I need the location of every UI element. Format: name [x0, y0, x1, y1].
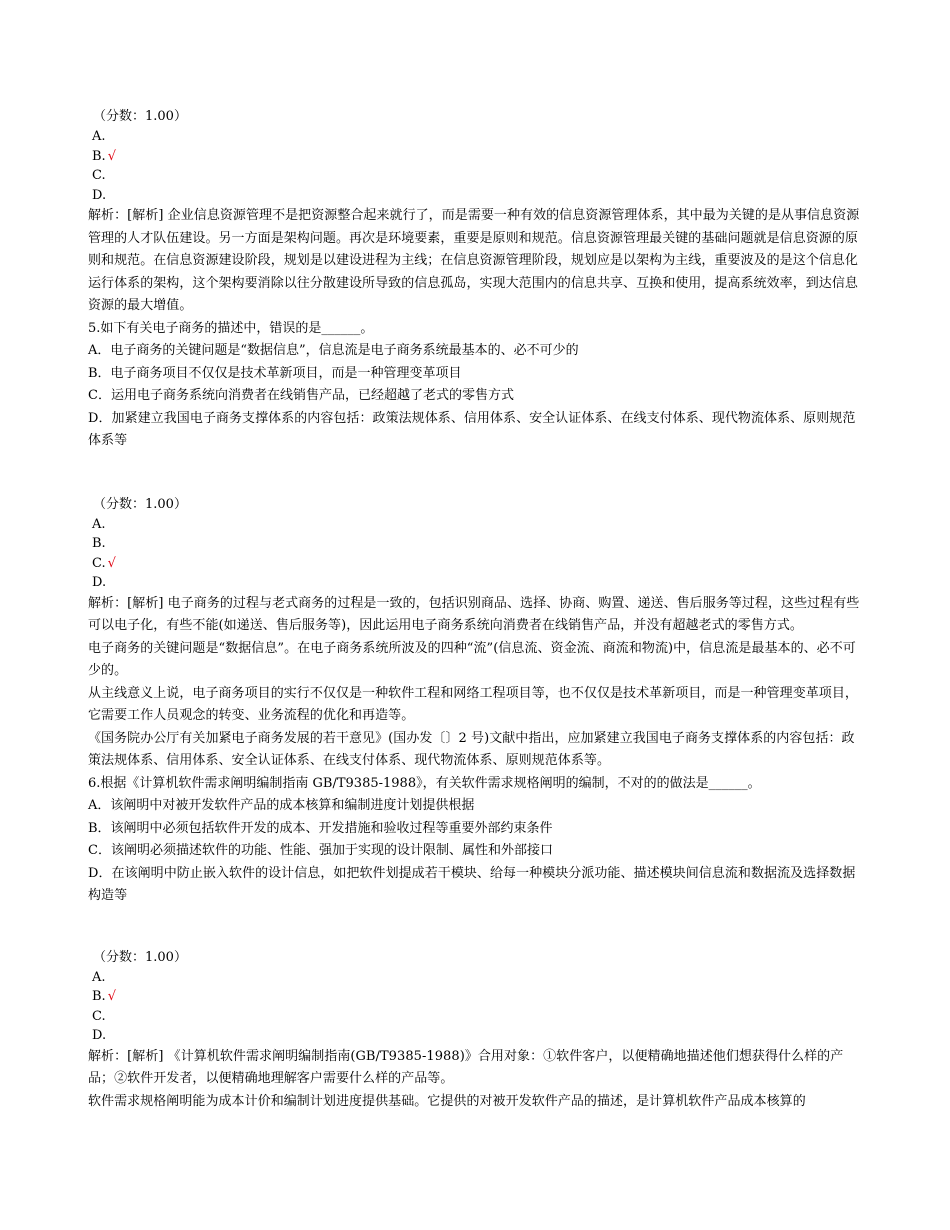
q6-choice-d: D．在该阐明中防止嵌入软件的设计信息，如把软件划提成若干模块、给每一种模块分派功能、描述模块间信息流和数据流及选择数据构造等 — [88, 865, 856, 903]
q5-analysis-1: 解析：[解析] 电子商务的过程与老式商务的过程是一致的，包括识别商品、选择、协商、购置、递送、售后服务等过程，这些过程有些可以电子化，有些不能(如递送、售后服务等)，因此运用电子商务系统向消费者在线销售产品，并没有超越老式的零售方式。 — [88, 595, 860, 633]
q6-option-c: C. — [92, 1008, 106, 1024]
q5-choice-c: C．运用电子商务系统向消费者在线销售产品，已经超越了老式的零售方式 — [88, 388, 514, 403]
q4-option-a: A. — [92, 129, 106, 144]
document-page — [88, 107, 863, 1113]
q6-score: （分数：1.00） — [93, 949, 187, 965]
q5-answer-check: √ — [107, 555, 116, 571]
q6-choice-a: A．该阐明中对被开发软件产品的成本核算和编制进度计划提供根据 — [88, 798, 475, 813]
q6-analysis-2: 软件需求规格阐明能为成本计价和编制计划进度提供基础。它提供的对被开发软件产品的描述，是计算机软件产品成本核算的 — [88, 1093, 806, 1109]
q5-choice-b: B．电子商务项目不仅仅是技术革新项目，而是一种管理变革项目 — [88, 365, 462, 381]
q5-analysis-3: 从主线意义上说，电子商务项目的实行不仅仅是一种软件工程和网络工程项目等，也不仅仅是技术革新项目，而是一种管理变革项目，它需要工作人员观念的转变、业务流程的优化和再造等。 — [88, 685, 858, 723]
q6-stem: 6.根据《计算机软件需求阐明编制指南 GB/T9385-1988》，有关软件需求规格阐明的编制，不对的的做法是______。 — [88, 775, 761, 791]
q6-option-b: B. √ — [92, 989, 116, 1004]
q6-choice-b: B．该阐明中必须包括软件开发的成本、开发措施和验收过程等重要外部约束条件 — [88, 820, 553, 836]
q5-choice-d: D．加紧建立我国电子商务支撑体系的内容包括：政策法规体系、信用体系、安全认证体系、在线支付体系、现代物流体系、原则规范体系等 — [88, 410, 856, 448]
q6-choice-c: C．该阐明必须描述软件的功能、性能、强加于实现的设计限制、属性和外部接口 — [88, 843, 553, 858]
q5-analysis-2: 电子商务的关键问题是“数据信息”。在电子商务系统所波及的四种“流”(信息流、资金流、商流和物流)中，信息流是最基本的、必不可少的。 — [88, 640, 856, 678]
q6-answer-check: √ — [107, 989, 116, 1004]
q5-option-d: D. — [92, 575, 107, 590]
q6-analysis-1: 解析：[解析] 《计算机软件需求阐明编制指南(GB/T9385-1988)》合用对象：①软件客户，以便精确地描述他们想获得什么样的产品；②软件开发者，以便精确地理解客户需要什么样的产品等。 — [88, 1048, 844, 1086]
q4-option-c: C. — [92, 168, 106, 183]
q4-option-b: B. √ — [92, 148, 116, 164]
q5-option-b: B. — [92, 536, 106, 551]
q4-analysis: 解析：[解析] 企业信息资源管理不是把资源整合起来就行了，而是需要一种有效的信息资源管理体系，其中最为关键的是从事信息资源管理的人才队伍建设。另一方面是架构问题。再次是环境要素，重要是原则和规范。信息资源管理最关键的基础问题就是信息资源的原则和规范。在信息资源建设阶段，规划是以建设进程为主线；在信息资源管理阶段，规划应是以架构为主线，重要波及的是这个信息化运行体系的架构，这个架构要消除以往分散建设所导致的信息孤岛，实现大范围内的信息共享、互换和使用，提高系统效率，到达信息资源的最大增值。 — [88, 208, 860, 313]
q5-option-a: A. — [92, 516, 106, 532]
q4-answer-check: √ — [107, 148, 116, 164]
q5-option-c: C. √ — [92, 555, 116, 571]
q5-analysis-4: 《国务院办公厅有关加紧电子商务发展的若干意见》(国办发〔〕2 号)文献中指出，应加紧建立我国电子商务支撑体系的内容包括：政策法规体系、信用体系、安全认证体系、在线支付体系、现代物流体系、原则规范体系等。 — [88, 730, 855, 768]
q4-score: （分数：1.00） — [93, 109, 187, 124]
q6-option-d: D. — [92, 1028, 107, 1043]
q6-option-a: A. — [92, 969, 106, 985]
q5-choice-a: A．电子商务的关键问题是“数据信息”，信息流是电子商务系统最基本的、必不可少的 — [88, 343, 579, 358]
q5-stem: 5.如下有关电子商务的描述中，错误的是______。 — [88, 320, 374, 336]
q5-score: （分数：1.00） — [93, 496, 187, 512]
q4-option-d: D. — [92, 187, 107, 203]
